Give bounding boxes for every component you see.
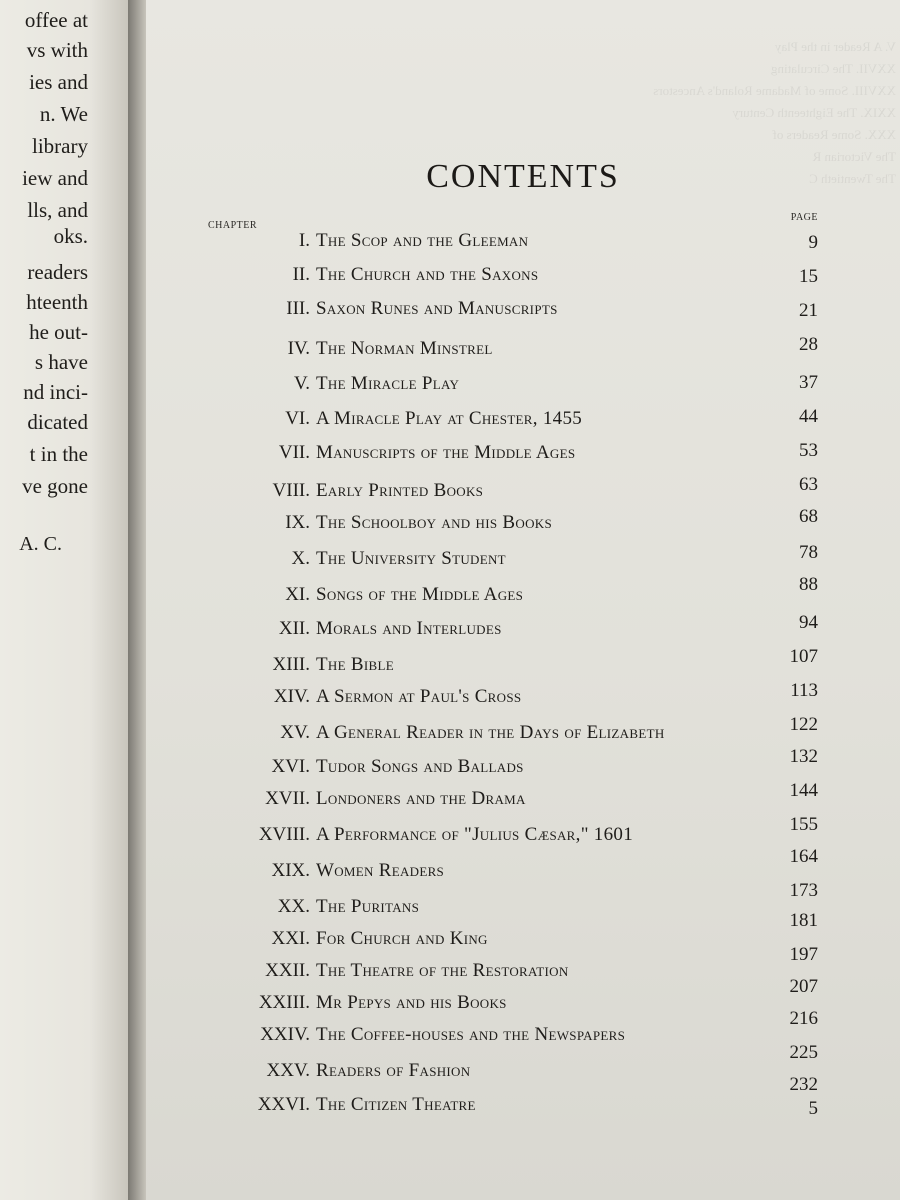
chapter-number: XIV. <box>273 686 310 707</box>
chapter-number: VI. <box>285 408 310 429</box>
chapter-title: The Scop and the Gleeman <box>316 230 529 251</box>
chapter-number: XV. <box>280 722 310 743</box>
toc-row <box>186 1094 786 1118</box>
page-number: 5 <box>808 1098 818 1119</box>
toc-row <box>186 824 786 848</box>
chapter-number: IX. <box>285 512 310 533</box>
left-page-line: library <box>32 134 88 158</box>
toc-row <box>186 298 786 322</box>
left-page-line: readers <box>27 260 88 284</box>
page-number: 88 <box>799 574 818 595</box>
toc-row <box>186 928 786 952</box>
chapter-title: The Church and the Saxons <box>316 264 539 285</box>
left-page-line: hteenth <box>26 290 88 314</box>
page-number: 37 <box>799 372 818 393</box>
chapter-title: The University Student <box>316 548 506 569</box>
toc-row <box>186 548 786 572</box>
chapter-title: A Performance of "Julius Cæsar," 1601 <box>316 824 634 845</box>
toc-row <box>186 860 786 884</box>
page-number: 207 <box>789 976 818 997</box>
toc-row <box>186 756 786 780</box>
bleed-line: XXIX. The Eighteenth Century <box>732 105 896 120</box>
toc-row <box>186 722 786 746</box>
page-number: 28 <box>799 334 818 355</box>
page-number: 9 <box>808 232 818 253</box>
left-page-signature: A. C. <box>19 533 62 555</box>
chapter-title: The Theatre of the Restoration <box>316 960 569 981</box>
left-page <box>0 0 128 1200</box>
chapter-number: XIX. <box>271 860 310 881</box>
contents-page <box>146 0 900 1200</box>
chapter-title: A Miracle Play at Chester, 1455 <box>316 408 583 429</box>
page-number: 107 <box>789 646 818 667</box>
toc-row <box>186 992 786 1016</box>
chapter-title: The Bible <box>316 654 394 675</box>
chapter-number: II. <box>292 264 310 285</box>
chapter-title: Women Readers <box>316 860 445 881</box>
page-number: 68 <box>799 506 818 527</box>
page-number: 21 <box>799 300 818 321</box>
bleed-line: The Twentieth C <box>809 171 896 186</box>
chapter-title: For Church and King <box>316 928 488 949</box>
chapter-title: A Sermon at Paul's Cross <box>316 686 522 707</box>
chapter-title: Saxon Runes and Manuscripts <box>316 298 558 319</box>
left-page-line: nd inci- <box>23 380 88 404</box>
toc-row <box>186 618 786 642</box>
chapter-title: The Puritans <box>316 896 420 917</box>
chapter-number: XX. <box>277 896 310 917</box>
left-page-line: offee at <box>24 8 88 32</box>
chapter-title: The Schoolboy and his Books <box>316 512 553 533</box>
page-number: 173 <box>789 880 818 901</box>
book-gutter <box>128 0 146 1200</box>
left-page-line: he out- <box>29 320 88 344</box>
toc-row <box>186 230 786 254</box>
chapter-title: Tudor Songs and Ballads <box>316 756 524 777</box>
toc-row <box>186 373 786 397</box>
left-page-line: s have <box>34 350 88 374</box>
left-page-line: ve gone <box>22 474 88 498</box>
chapter-number: XXI. <box>271 928 310 949</box>
page-number: 53 <box>799 440 818 461</box>
left-page-line: ies and <box>29 70 88 94</box>
page-number: 44 <box>799 406 818 427</box>
page-number: 78 <box>799 542 818 563</box>
chapter-number: XXVI. <box>257 1094 310 1115</box>
page-column-label: PAGE <box>790 212 818 223</box>
page-number: 15 <box>799 266 818 287</box>
left-page-line: oks. <box>53 224 88 248</box>
toc-row <box>186 896 786 920</box>
page-number: 232 <box>789 1074 818 1095</box>
bleed-line: V. A Reader in the Play <box>774 39 896 54</box>
chapter-number: XXV. <box>266 1060 310 1081</box>
page-number: 155 <box>789 814 818 835</box>
page-number: 197 <box>789 944 818 965</box>
toc-row <box>186 584 786 608</box>
bleed-line: The Victorian R <box>812 149 896 164</box>
chapter-title: The Miracle Play <box>316 373 460 394</box>
chapter-number: XII. <box>278 618 310 639</box>
toc-row <box>186 408 786 432</box>
chapter-number: XXIII. <box>258 992 310 1013</box>
toc-row <box>186 686 786 710</box>
chapter-number: V. <box>293 373 310 394</box>
left-page-line: t in the <box>29 442 88 466</box>
chapter-number: IV. <box>287 338 310 359</box>
toc-row <box>186 512 786 536</box>
page-number: 225 <box>789 1042 818 1063</box>
page-number: 132 <box>789 746 818 767</box>
page-number: 144 <box>789 780 818 801</box>
chapter-number: I. <box>298 230 310 251</box>
chapter-title: Manuscripts of the Middle Ages <box>316 442 576 463</box>
chapter-number: XXII. <box>265 960 310 981</box>
page-number: 113 <box>790 680 818 701</box>
toc-row <box>186 960 786 984</box>
chapter-number: III. <box>286 298 310 319</box>
chapter-title: Mr Pepys and his Books <box>316 992 507 1013</box>
chapter-number: X. <box>291 548 310 569</box>
toc-row <box>186 1060 786 1084</box>
toc-row <box>186 264 786 288</box>
chapter-title: Early Printed Books <box>316 480 484 501</box>
chapter-title: The Coffee-houses and the Newspapers <box>316 1024 626 1045</box>
chapter-number: XIII. <box>272 654 310 675</box>
page-number: 216 <box>789 1008 818 1029</box>
page-number: 63 <box>799 474 818 495</box>
chapter-number: XVI. <box>271 756 310 777</box>
chapter-number: XI. <box>285 584 310 605</box>
chapter-number: XXIV. <box>260 1024 310 1045</box>
toc-row <box>186 1024 786 1048</box>
left-page-line: lls, and <box>27 198 88 222</box>
chapter-number: VIII. <box>272 480 310 501</box>
chapter-column-label: CHAPTER <box>208 220 258 231</box>
page-number: 181 <box>789 910 818 931</box>
page-number: 122 <box>789 714 818 735</box>
left-page-line: dicated <box>27 410 88 434</box>
toc-row <box>186 480 786 504</box>
left-page-line: n. We <box>39 102 88 126</box>
chapter-number: VII. <box>278 442 310 463</box>
chapter-number: XVII. <box>265 788 310 809</box>
chapter-title: Songs of the Middle Ages <box>316 584 524 605</box>
toc-row <box>186 442 786 466</box>
left-page-line: vs with <box>26 38 88 62</box>
bleed-line: XXVII. The Circulating <box>770 61 896 76</box>
left-page-line: iew and <box>22 166 88 190</box>
chapter-title: Morals and Interludes <box>316 618 502 639</box>
bleed-line: XXVIII. Some of Madame Roland's Ancestors <box>653 83 896 98</box>
toc-row <box>186 654 786 678</box>
bleed-line: XXX. Some Readers of <box>772 127 896 142</box>
chapter-title: The Norman Minstrel <box>316 338 493 359</box>
page-number: 164 <box>789 846 818 867</box>
chapter-title: Readers of Fashion <box>316 1060 471 1081</box>
page-number: 94 <box>799 612 818 633</box>
chapter-title: A General Reader in the Days of Elizabeth <box>316 722 665 743</box>
chapter-title: Londoners and the Drama <box>316 788 526 809</box>
chapter-title: The Citizen Theatre <box>316 1094 476 1115</box>
chapter-number: XVIII. <box>258 824 310 845</box>
toc-row <box>186 338 786 362</box>
page-title: CONTENTS <box>426 158 620 195</box>
toc-row <box>186 788 786 812</box>
